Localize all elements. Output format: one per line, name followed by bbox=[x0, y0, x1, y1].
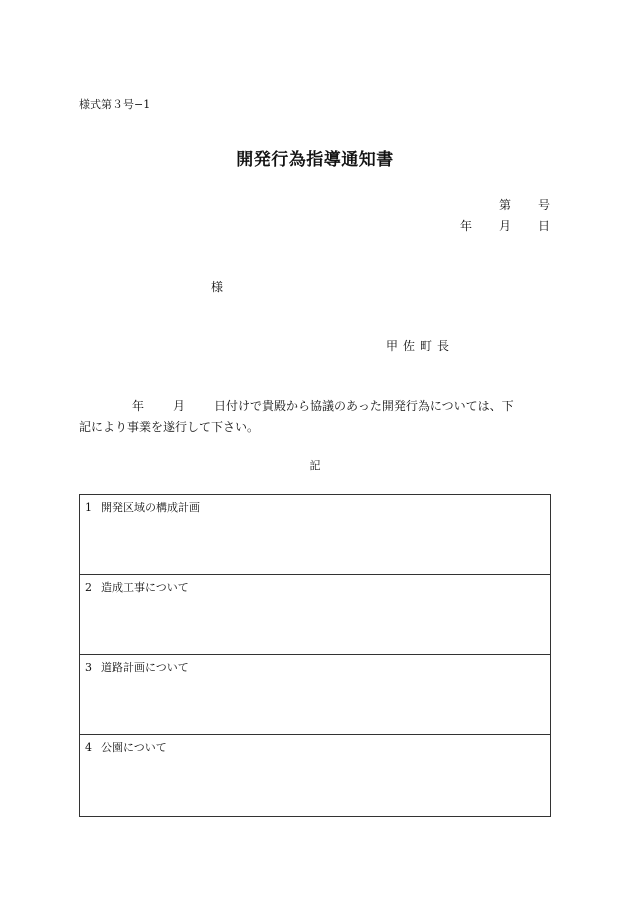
date-day: 日 bbox=[537, 219, 550, 233]
item-number: 2 bbox=[85, 581, 92, 594]
body-month: 月 bbox=[173, 399, 186, 413]
item-number: 1 bbox=[85, 501, 92, 514]
item-text: 公園について bbox=[101, 741, 167, 754]
item-label bbox=[85, 739, 167, 755]
form-number: 様式第３号−1 bbox=[79, 98, 151, 111]
body-year: 年 bbox=[132, 399, 145, 413]
page-title: 開発行為指導通知書 bbox=[236, 150, 394, 170]
item-label bbox=[85, 499, 200, 515]
item-label bbox=[85, 659, 189, 675]
date-year: 年 bbox=[459, 219, 472, 233]
item-number: 3 bbox=[85, 661, 92, 674]
items-table bbox=[79, 494, 551, 817]
ki-heading: 記 bbox=[309, 459, 321, 472]
body-text-line-2: 記により事業を遂行して下さい。 bbox=[79, 420, 260, 434]
item-row bbox=[80, 735, 550, 816]
item-text: 道路計画について bbox=[101, 661, 189, 674]
item-label bbox=[85, 579, 189, 595]
body-text-line-1 bbox=[132, 397, 514, 414]
document-date-line bbox=[460, 217, 550, 234]
item-text: 造成工事について bbox=[101, 581, 189, 594]
item-row bbox=[80, 575, 550, 655]
number-dai: 第 bbox=[498, 198, 511, 212]
document-number-line bbox=[499, 196, 550, 213]
item-row bbox=[80, 495, 550, 575]
addressee: 様 bbox=[211, 280, 224, 294]
body-rest: 日付けで貴殿から協議のあった開発行為については、下 bbox=[214, 399, 514, 413]
sender: 甲佐町長 bbox=[386, 339, 455, 353]
item-row bbox=[80, 655, 550, 735]
item-text: 開発区域の構成計画 bbox=[101, 501, 200, 514]
date-month: 月 bbox=[498, 219, 511, 233]
number-go: 号 bbox=[537, 198, 550, 212]
item-number: 4 bbox=[85, 741, 92, 754]
